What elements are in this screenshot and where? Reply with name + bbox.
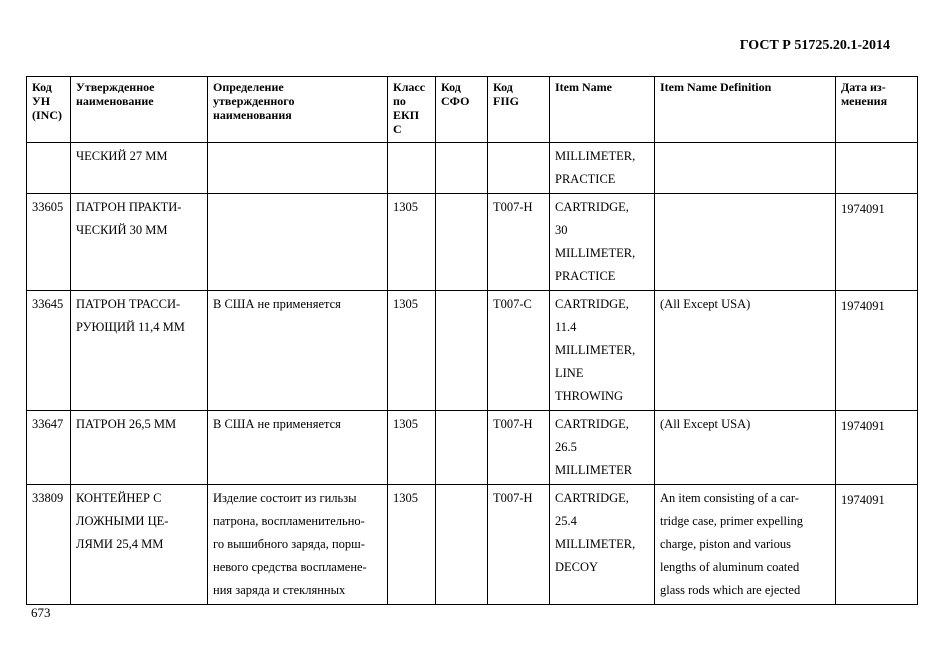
cell-item-name (550, 411, 655, 485)
cell-item-definition (655, 485, 836, 605)
table-row (27, 194, 918, 291)
cell-date (836, 143, 918, 194)
cell-date: 1974091 (836, 485, 918, 605)
cell-definition-line: В США не применяется (213, 417, 341, 431)
column-header-line: Код (441, 80, 461, 94)
cell-item-name-line: MILLIMETER, (555, 149, 636, 163)
cell-item-name-line: PRACTICE (555, 172, 616, 186)
column-header-line: ЕКП (393, 108, 420, 122)
cell-item-definition (655, 143, 836, 194)
cell-definition (208, 485, 388, 605)
column-header-line: Код (493, 80, 513, 94)
cell-sfo (436, 485, 488, 605)
cell-class (388, 143, 436, 194)
column-header-line: утвержденного (213, 94, 295, 108)
cell-item-name-line: CARTRIDGE, (555, 297, 629, 311)
cell-sfo (436, 411, 488, 485)
column-header-line: Item Name (555, 80, 612, 94)
cell-date: 1974091 (836, 194, 918, 291)
cell-name (71, 291, 208, 411)
column-header-line: С (393, 122, 402, 136)
cell-class: 1305 (388, 485, 436, 605)
table-body (27, 143, 918, 605)
cell-item-name-line: CARTRIDGE, (555, 491, 629, 505)
cell-name-line: РУЮЩИЙ 11,4 ММ (76, 320, 185, 334)
table-header-row (27, 77, 918, 143)
column-header-line: наименование (76, 94, 154, 108)
cell-date: 1974091 (836, 291, 918, 411)
cell-item-name-line: MILLIMETER (555, 463, 633, 477)
cell-definition (208, 291, 388, 411)
page-number: 673 (31, 605, 51, 620)
cell-fiig: T007-H (488, 194, 550, 291)
table-row (27, 485, 918, 605)
column-header-line: (INC) (32, 108, 62, 122)
table-row (27, 291, 918, 411)
column-header-line: FIIG (493, 94, 520, 108)
cell-class: 1305 (388, 194, 436, 291)
cell-item-name-line: PRACTICE (555, 269, 616, 283)
column-header (550, 77, 655, 143)
cell-code: 33809 (27, 485, 71, 605)
cell-definition-line: В США не применяется (213, 297, 341, 311)
cell-class: 1305 (388, 291, 436, 411)
cell-item-definition (655, 411, 836, 485)
cell-name-line: ЧЕСКИЙ 27 ММ (76, 149, 168, 163)
cell-item-name-line: 11.4 (555, 320, 577, 334)
cell-item-definition (655, 291, 836, 411)
cell-item-name-line: MILLIMETER, (555, 246, 636, 260)
cell-item-name-line: CARTRIDGE, (555, 200, 629, 214)
column-header-line: Класс (393, 80, 426, 94)
cell-class: 1305 (388, 411, 436, 485)
cell-item-name-line: CARTRIDGE, (555, 417, 629, 431)
column-header (836, 77, 918, 143)
cell-name-line: ПАТРОН 26,5 ММ (76, 417, 177, 431)
cell-item-name-line: DECOY (555, 560, 599, 574)
cell-code: 33647 (27, 411, 71, 485)
cell-item-name-line: MILLIMETER, (555, 537, 636, 551)
column-header (71, 77, 208, 143)
column-header-line: Код (32, 80, 52, 94)
cell-name (71, 194, 208, 291)
cell-item-definition (655, 194, 836, 291)
cell-item-definition-line: charge, piston and various (660, 537, 791, 551)
cell-name-line: ПАТРОН ПРАКТИ- (76, 200, 182, 214)
cell-date: 1974091 (836, 411, 918, 485)
cell-name-line: ЛОЖНЫМИ ЦЕ- (76, 514, 169, 528)
cell-sfo (436, 194, 488, 291)
cell-name (71, 411, 208, 485)
cell-item-definition-line: (All Except USA) (660, 297, 751, 311)
cell-name-line: ЛЯМИ 25,4 ММ (76, 537, 164, 551)
cell-sfo (436, 143, 488, 194)
column-header-line: УН (32, 94, 51, 108)
cell-name-line: ПАТРОН ТРАССИ- (76, 297, 181, 311)
cell-name-line: ЧЕСКИЙ 30 ММ (76, 223, 168, 237)
cell-item-definition-line: tridge case, primer expelling (660, 514, 803, 528)
cell-fiig (488, 143, 550, 194)
column-header-line: менения (841, 94, 888, 108)
column-header-line: СФО (441, 94, 470, 108)
cell-item-name-line: 26.5 (555, 440, 577, 454)
cell-definition-line: ния заряда и стеклянных (213, 583, 346, 597)
cell-definition (208, 143, 388, 194)
column-header-line: Item Name Definition (660, 80, 772, 94)
cell-item-name (550, 143, 655, 194)
table-row (27, 143, 918, 194)
document-code: ГОСТ Р 51725.20.1-2014 (739, 38, 890, 53)
column-header-line: по (393, 94, 406, 108)
cell-definition (208, 194, 388, 291)
cell-fiig: T007-H (488, 411, 550, 485)
data-table (26, 76, 918, 605)
cell-item-name (550, 485, 655, 605)
cell-fiig: T007-C (488, 291, 550, 411)
cell-name-line: КОНТЕЙНЕР С (76, 491, 162, 505)
cell-item-name-line: THROWING (555, 389, 624, 403)
cell-item-name (550, 194, 655, 291)
cell-definition-line: невого средства воспламене- (213, 560, 367, 574)
cell-item-definition-line: (All Except USA) (660, 417, 751, 431)
column-header (208, 77, 388, 143)
cell-item-name-line: 30 (555, 223, 568, 237)
cell-code (27, 143, 71, 194)
cell-definition-line: Изделие состоит из гильзы (213, 491, 357, 505)
cell-sfo (436, 291, 488, 411)
cell-definition-line: го вышибного заряда, порш- (213, 537, 365, 551)
cell-code: 33605 (27, 194, 71, 291)
cell-item-definition-line: glass rods which are ejected (660, 583, 801, 597)
cell-item-name-line: MILLIMETER, (555, 343, 636, 357)
column-header (388, 77, 436, 143)
cell-item-name (550, 291, 655, 411)
cell-item-name-line: 25.4 (555, 514, 577, 528)
column-header-line: Дата из- (841, 80, 886, 94)
column-header-line: Определение (213, 80, 284, 94)
column-header (488, 77, 550, 143)
column-header (436, 77, 488, 143)
cell-code: 33645 (27, 291, 71, 411)
column-header-line: Утвержденное (76, 80, 155, 94)
column-header (655, 77, 836, 143)
cell-name (71, 485, 208, 605)
column-header-line: наименования (213, 108, 292, 122)
cell-item-definition-line: An item consisting of a car- (660, 491, 799, 505)
cell-item-name-line: LINE (555, 366, 584, 380)
cell-definition-line: патрона, воспламенительно- (213, 514, 365, 528)
cell-name (71, 143, 208, 194)
cell-definition (208, 411, 388, 485)
table-row (27, 411, 918, 485)
cell-fiig: T007-H (488, 485, 550, 605)
cell-item-definition-line: lengths of aluminum coated (660, 560, 800, 574)
column-header (27, 77, 71, 143)
